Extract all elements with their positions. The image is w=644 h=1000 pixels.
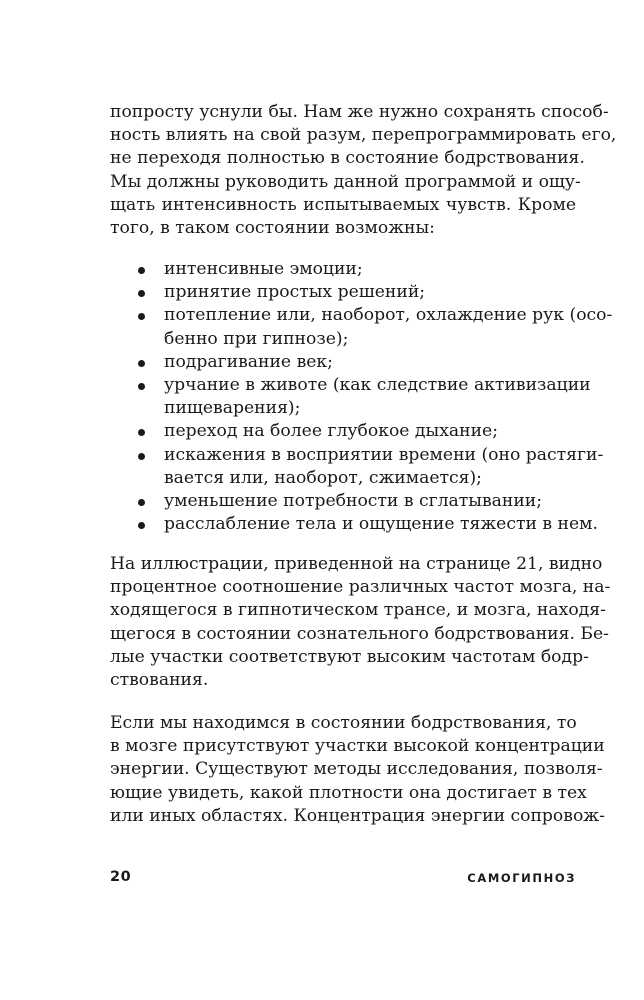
text-line: ходящегося в гипнотическом трансе, и мозга, находя-: [110, 600, 606, 621]
bullet-list: [138, 258, 613, 536]
paragraph-1: [110, 101, 617, 240]
bullet-icon: [138, 290, 145, 297]
bullet-icon: [138, 360, 145, 367]
list-item-text: урчание в животе (как следствие активизации: [164, 374, 591, 395]
list-item-text: переход на более глубокое дыхание;: [164, 421, 499, 442]
text-line: попросту уснули бы. Нам же нужно сохранять способ-: [110, 102, 609, 122]
bullet-icon: [138, 522, 145, 529]
list-item-text: принятие простых решений;: [164, 282, 426, 303]
list-item: [138, 304, 613, 350]
text-line: энергии. Существуют методы исследования, позволя-: [110, 759, 603, 780]
list-item-text: пищеварения);: [164, 398, 301, 419]
text-line: того, в таком состоянии возможны:: [110, 217, 435, 238]
list-item-text: расслабление тела и ощущение тяжести в нем.: [164, 514, 599, 535]
text-line: ность влиять на свой разум, перепрограммировать его,: [110, 125, 617, 146]
list-item: [138, 490, 576, 513]
text-line: в мозге присутствуют участки высокой концентрации: [110, 736, 605, 757]
paragraph-2: [110, 553, 611, 692]
list-item: [138, 444, 604, 490]
bullet-icon: [138, 453, 145, 460]
text-line: процентное соотношение различных частот мозга, на-: [110, 577, 611, 598]
bullet-icon: [138, 499, 145, 506]
list-item-text: уменьшение потребности в сглатывании;: [164, 490, 543, 511]
list-item-text: потепление или, наоборот, охлаждение рук (осо-: [164, 305, 613, 326]
list-item: [138, 351, 576, 374]
text-line: не переходя полностью в состояние бодрствования.: [110, 148, 585, 169]
list-item: [138, 374, 591, 420]
running-title: САМОГИПНОЗ: [467, 871, 576, 885]
paragraph-3: [110, 712, 605, 828]
list-item: [138, 281, 576, 304]
text-line: Мы должны руководить данной программой и ощу-: [110, 171, 581, 192]
page-number: 20: [110, 869, 132, 885]
bullet-icon: [138, 313, 145, 320]
text-line: лые участки соответствуют высоким частотам бодр-: [110, 646, 589, 667]
list-item: [138, 513, 599, 536]
bullet-icon: [138, 429, 145, 436]
text-line: ющие увидеть, какой плотности она достигает в тех: [110, 782, 587, 803]
text-line: На иллюстрации, приведенной на странице 21, видно: [110, 554, 603, 574]
list-item: [138, 258, 576, 281]
text-line: щегося в состоянии сознательного бодрствования. Бе-: [110, 623, 609, 644]
bullet-icon: [138, 267, 145, 274]
list-item-text: искажения в восприятии времени (оно растяги-: [164, 444, 604, 465]
text-line: Если мы находимся в состоянии бодрствования, то: [110, 713, 577, 733]
bullet-icon: [138, 383, 145, 390]
text-line: щать интенсивность испытываемых чувств. Кроме: [110, 194, 576, 215]
text-line: или иных областях. Концентрация энергии сопровож-: [110, 805, 605, 826]
list-item-text: подрагивание век;: [164, 351, 333, 372]
list-item-text: вается или, наоборот, сжимается);: [164, 467, 482, 488]
list-item-text: бенно при гипнозе);: [164, 328, 349, 349]
list-item-text: интенсивные эмоции;: [164, 259, 363, 279]
text-line: ствования.: [110, 669, 209, 690]
list-item: [138, 420, 576, 443]
